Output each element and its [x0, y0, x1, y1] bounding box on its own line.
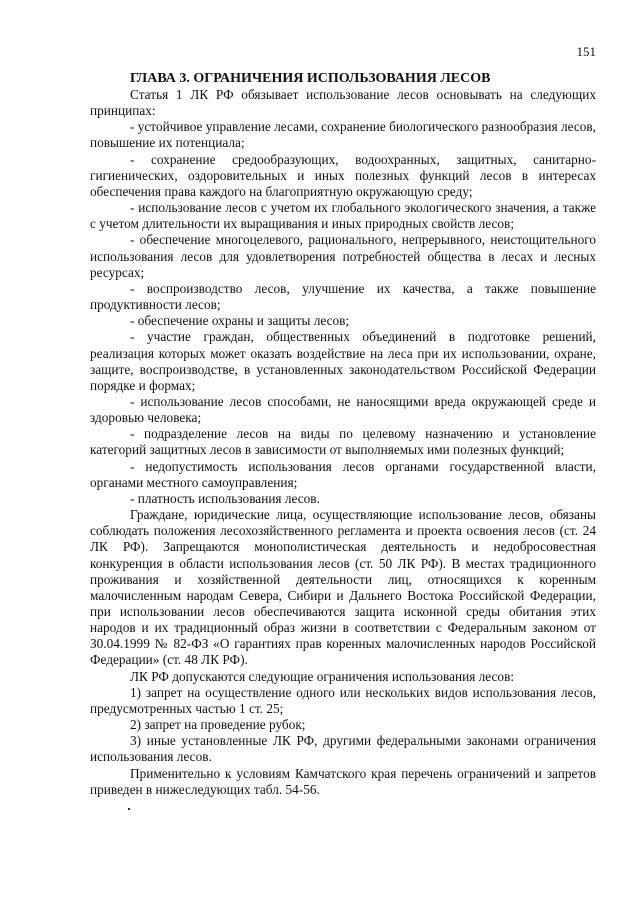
stray-dot-mark — [128, 808, 130, 810]
page-content — [90, 70, 596, 798]
page-number: 151 — [576, 44, 596, 59]
principle-item: - подразделение лесов на виды по целевому назначению и установление категорий защитных лесов в зависимости от выполняемых ими полезных функций; — [90, 426, 596, 458]
principle-item: - обеспечение многоцелевого, рационального, непрерывного, неистощительного использования лесов для удовлетворения потребностей общества в лесах и лесных ресурсах; — [90, 232, 596, 280]
principle-item: - недопустимость использования лесов органами государственной власти, органами местного самоуправления; — [90, 458, 596, 490]
principle-item: - использование лесов способами, не наносящими вреда окружающей среде и здоровью человека; — [90, 393, 596, 426]
principle-item: - устойчивое управление лесами, сохранение биологического разнообразия лесов, повышение их потенциала; — [90, 119, 596, 151]
principle-item: - платность использования лесов. — [130, 490, 320, 506]
principle-item: - использование лесов с учетом их глобального экологического значения, а также с учетом длительности их выращивания и иных природных свойств лесов; — [90, 200, 596, 232]
paragraph-obligations: Граждане, юридические лица, осуществляющие использование лесов, обязаны соблюдать положения лесохозяйственного регламента и проекта освоения лесов (ст. 24 ЛК РФ). Запрещаются монополистическая деятельность и недобросовестная конкуренция в области использования лесов (ст. 50 ЛК РФ). В местах традиционного проживания и хозяйственной деятельности лиц, относящихся к коренным малочисленным народам Севера, Сибири и Дальнего Востока Российской Федерации, при использовании лесов обеспечиваются защита исконной среды обитания этих народов и их традиционный образ жизни в соответствии с Федеральным законом от 30.04.1999 № 82-ФЗ «О гарантиях прав коренных малочисленных народов Российской Федерации» (ст. 48 ЛК РФ). — [90, 507, 596, 668]
chapter-title: ГЛАВА 3. ОГРАНИЧЕНИЯ ИСПОЛЬЗОВАНИЯ ЛЕСОВ — [130, 71, 491, 86]
principle-item: - обеспечение охраны и защиты лесов; — [130, 313, 350, 329]
principle-item: - сохранение средообразующих, водоохранных, защитных, санитарно-гигиенических, оздоровительных и иных полезных функций лесов в интересах обеспечения права каждого на благоприятную окружающую среду; — [90, 151, 596, 199]
principle-item: - участие граждан, общественных объединений в подготовке решений, реализация которых может оказать воздействие на леса при их использовании, охране, защите, воспроизводстве, в установленных законодательством Российской Федерации порядке и формах; — [90, 329, 596, 393]
paragraph-kamchatka: Применительно к условиям Камчатского края перечень ограничений и запретов приведен в нижеследующих табл. 54-56. — [90, 765, 596, 797]
paragraph-restrictions-intro: ЛК РФ допускаются следующие ограничения использования лесов: — [130, 668, 515, 684]
paragraph-intro: Статья 1 ЛК РФ обязывает использование лесов основывать на следующих принципах: — [90, 87, 596, 119]
restriction-item: 3) иные установленные ЛК РФ, другими федеральными законами ограничения использования лесов. — [90, 733, 596, 765]
principle-item: - воспроизводство лесов, улучшение их качества, а также повышение продуктивности лесов; — [90, 280, 596, 313]
restriction-item: 2) запрет на проведение рубок; — [130, 717, 306, 733]
restriction-item: 1) запрет на осуществление одного или нескольких видов использования лесов, предусмотренных частью 1 ст. 25; — [90, 684, 596, 716]
